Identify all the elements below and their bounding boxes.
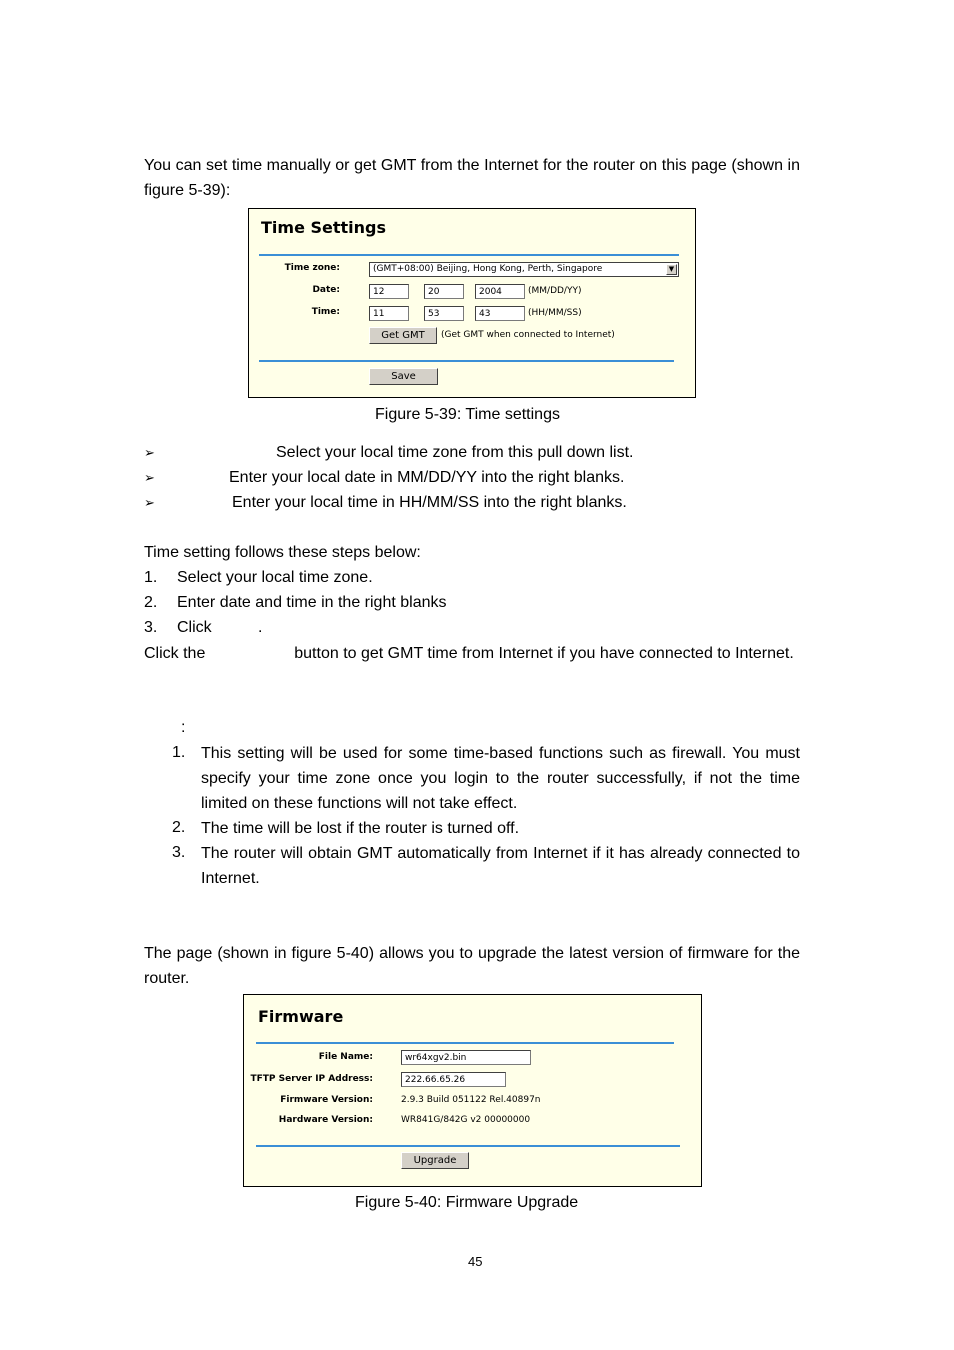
time-format-hint: (HH/MM/SS) (528, 308, 582, 318)
step-number: 2. (144, 594, 158, 611)
firmware-panel (243, 994, 702, 1187)
bottom-divider (256, 1145, 680, 1147)
firmware-version-label: Firmware Version: (280, 1095, 373, 1105)
page-number: 45 (468, 1254, 483, 1269)
hardware-version-label: Hardware Version: (278, 1115, 373, 1125)
intro-paragraph: You can set time manually or get GMT from the Internet for the router on this page (shown in figure 5-39): (144, 157, 800, 199)
gmt-paragraph: Click the button to get GMT time from Internet if you have connected to Internet. (144, 645, 794, 662)
date-day-input[interactable]: 20 (424, 284, 464, 299)
date-label: Date: (312, 285, 340, 295)
get-gmt-note: (Get GMT when connected to Internet) (441, 330, 615, 340)
hardware-version-value: WR841G/842G v2 00000000 (401, 1115, 531, 1125)
date-month-input[interactable]: 12 (369, 284, 409, 299)
date-format-hint: (MM/DD/YY) (528, 286, 582, 296)
step-text: Select your local time zone. (177, 569, 373, 586)
note-text: The router will obtain GMT automatically from Internet if it has already connected to Internet. (201, 845, 800, 887)
timezone-select[interactable] (369, 262, 679, 277)
note-text: This setting will be used for some time-based functions such as firewall. You must specify your time zone once you login to the router successfully, if not the time limited on these functions will not take effect. (201, 745, 800, 812)
firmware-version-value: 2.9.3 Build 051122 Rel.40897n (401, 1095, 541, 1105)
top-divider (256, 1042, 674, 1044)
time-settings-panel (248, 208, 696, 398)
file-name-label: File Name: (318, 1052, 373, 1062)
note-number: 3. (172, 844, 186, 861)
timezone-value: (GMT+08:00) Beijing, Hong Kong, Perth, Singapore (373, 264, 603, 274)
bullet-arrow-icon: ➢ (144, 445, 155, 460)
date-year-input[interactable]: 2004 (475, 284, 525, 299)
time-hour-input[interactable]: 11 (369, 306, 409, 321)
tftp-label: TFTP Server IP Address: (250, 1074, 373, 1084)
step-period: . (258, 619, 263, 636)
note-colon: : (181, 719, 186, 736)
step-text: Click (177, 619, 212, 636)
note-number: 1. (172, 744, 186, 761)
firmware-title: Firmware (258, 1007, 344, 1026)
time-minute-input[interactable]: 53 (424, 306, 464, 321)
bullet-arrow-icon: ➢ (144, 495, 155, 510)
steps-intro: Time setting follows these steps below: (144, 544, 421, 561)
bullet-date: Enter your local date in MM/DD/YY into the right blanks. (229, 469, 625, 486)
time-settings-title: Time Settings (261, 218, 387, 237)
bottom-divider (259, 360, 674, 362)
bullet-time: Enter your local time in HH/MM/SS into the right blanks. (232, 494, 627, 511)
dropdown-arrow-icon[interactable]: ▼ (666, 264, 677, 275)
step-number: 3. (144, 619, 158, 636)
figure-caption-5-40: Figure 5-40: Firmware Upgrade (355, 1194, 579, 1211)
firmware-intro: The page (shown in figure 5-40) allows you to upgrade the latest version of firmware for the router. (144, 945, 800, 987)
note-text: The time will be lost if the router is turned off. (201, 820, 520, 837)
upgrade-button[interactable]: Upgrade (401, 1152, 469, 1169)
step-text: Enter date and time in the right blanks (177, 594, 447, 611)
get-gmt-button[interactable]: Get GMT (369, 327, 437, 344)
step-number: 1. (144, 569, 158, 586)
bullet-arrow-icon: ➢ (144, 470, 155, 485)
save-button[interactable]: Save (369, 368, 438, 385)
time-label: Time: (311, 307, 340, 317)
bullet-timezone: Select your local time zone from this pull down list. (276, 444, 634, 461)
note-number: 2. (172, 819, 186, 836)
file-name-input[interactable]: wr64xgv2.bin (401, 1050, 531, 1065)
figure-caption-5-39: Figure 5-39: Time settings (375, 406, 560, 423)
time-second-input[interactable]: 43 (475, 306, 525, 321)
top-divider (259, 254, 679, 256)
timezone-label: Time zone: (284, 263, 340, 273)
tftp-input[interactable]: 222.66.65.26 (401, 1072, 506, 1087)
